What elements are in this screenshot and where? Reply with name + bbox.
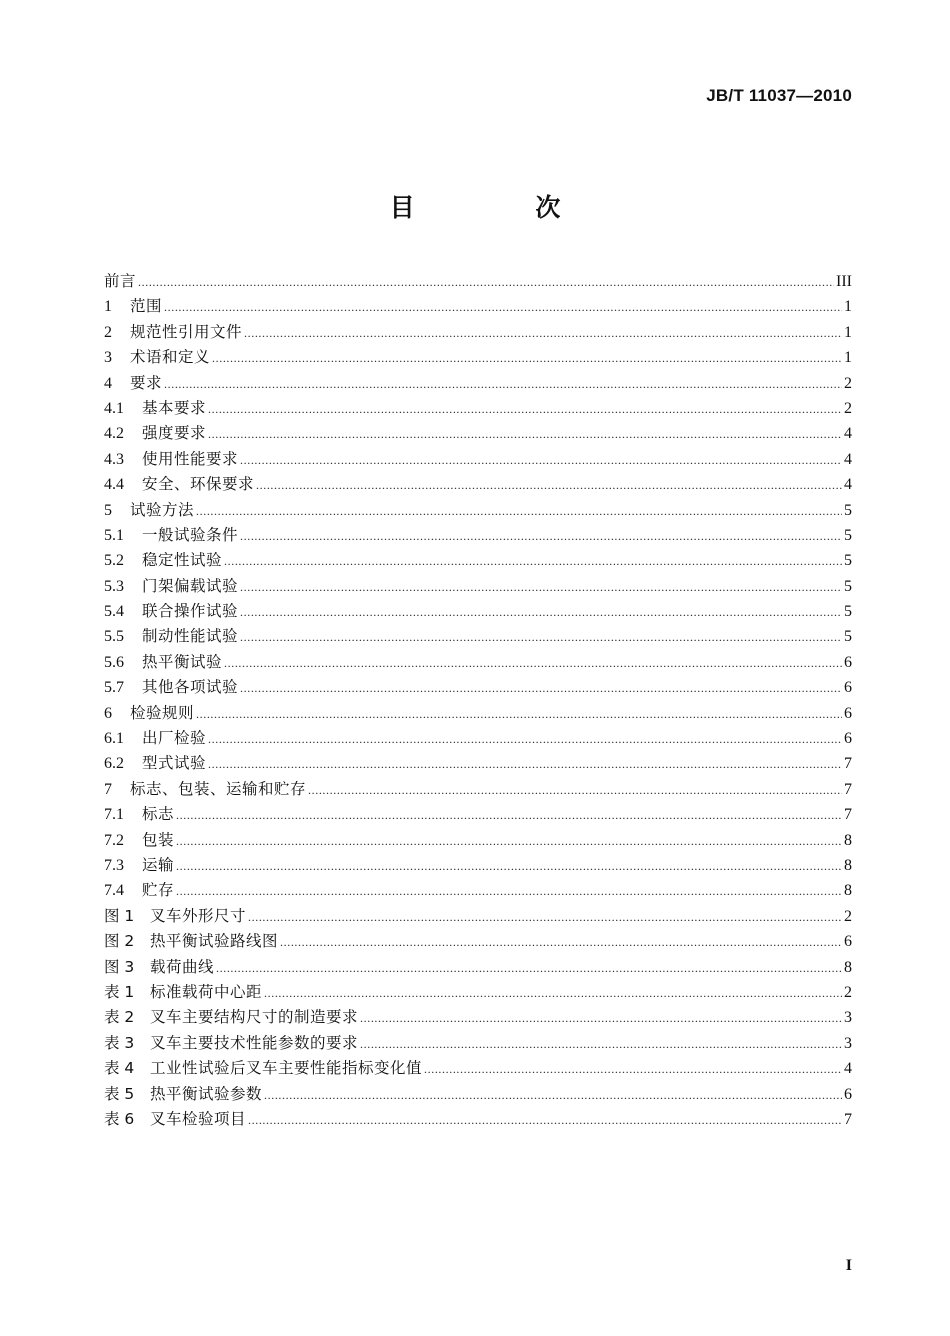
toc-entry[interactable]	[104, 269, 852, 294]
toc-entry-page: 4	[844, 450, 852, 468]
toc-entry-page: 8	[844, 882, 852, 900]
toc-entry[interactable]	[104, 421, 852, 446]
toc-dot-leader	[176, 829, 842, 854]
toc-entry-label: 型式试验	[142, 754, 207, 773]
toc-dot-leader	[208, 752, 842, 777]
toc-dot-leader	[240, 676, 842, 701]
toc-entry[interactable]	[104, 751, 852, 776]
toc-dot-leader	[216, 956, 842, 981]
toc-entry-label: 标准载荷中心距	[150, 982, 263, 1001]
toc-dot-leader	[164, 295, 842, 320]
toc-entry[interactable]	[104, 447, 852, 472]
toc-entry-label: 标志	[142, 805, 175, 824]
toc-dot-leader	[264, 981, 842, 1006]
toc-entry-label: 出厂检验	[142, 729, 207, 748]
toc-entry-page: 6	[844, 679, 852, 697]
toc-entry[interactable]	[104, 1107, 852, 1132]
toc-entry-label: 一般试验条件	[142, 525, 239, 544]
toc-entry-label: 叉车检验项目	[150, 1109, 247, 1128]
table-of-contents	[104, 269, 852, 1132]
toc-entry-page: 4	[844, 476, 852, 494]
toc-entry-number: 4.2	[104, 425, 124, 443]
toc-dot-leader	[176, 854, 842, 879]
toc-entry-page: 4	[844, 425, 852, 443]
toc-entry-number: 3	[104, 349, 112, 367]
toc-entry-label: 叉车主要技术性能参数的要求	[150, 1033, 359, 1052]
toc-entry-page: 6	[844, 704, 852, 722]
toc-entry-number: 表 2	[104, 1008, 135, 1027]
toc-entry[interactable]	[104, 294, 852, 319]
toc-entry-page: 5	[844, 552, 852, 570]
toc-dot-leader	[208, 397, 842, 422]
toc-entry[interactable]	[104, 371, 852, 396]
toc-entry-number: 6	[104, 704, 112, 722]
toc-entry-number: 图 3	[104, 957, 135, 976]
toc-entry-page: 1	[844, 349, 852, 367]
toc-dot-leader	[196, 499, 842, 524]
toc-dot-leader	[138, 270, 834, 295]
toc-entry[interactable]	[104, 650, 852, 675]
toc-entry-label: 叉车外形尺寸	[150, 906, 247, 925]
toc-entry-label: 热平衡试验路线图	[150, 932, 279, 951]
toc-entry[interactable]	[104, 802, 852, 827]
toc-dot-leader	[248, 1108, 842, 1133]
toc-entry-page: 8	[844, 958, 852, 976]
toc-entry-number: 5.5	[104, 628, 124, 646]
toc-entry-number: 4.1	[104, 399, 124, 417]
toc-entry-label: 强度要求	[142, 424, 207, 443]
toc-entry[interactable]	[104, 396, 852, 421]
toc-entry[interactable]	[104, 777, 852, 802]
toc-entry-label: 制动性能试验	[142, 627, 239, 646]
toc-entry-label: 门架偏载试验	[142, 576, 239, 595]
toc-entry[interactable]	[104, 904, 852, 929]
standard-code: JB/T 11037—2010	[706, 86, 852, 105]
toc-entry-number: 6.2	[104, 755, 124, 773]
toc-entry-page: 1	[844, 323, 852, 341]
toc-entry-label: 要求	[130, 373, 163, 392]
toc-entry-page: 5	[844, 577, 852, 595]
toc-entry-label: 运输	[142, 855, 175, 874]
toc-entry[interactable]	[104, 523, 852, 548]
toc-dot-leader	[164, 372, 842, 397]
toc-entry[interactable]	[104, 675, 852, 700]
toc-dot-leader	[224, 549, 842, 574]
toc-entry-label: 包装	[142, 830, 175, 849]
toc-dot-leader	[248, 905, 842, 930]
toc-entry-number: 图 2	[104, 932, 135, 951]
toc-entry-number: 5.7	[104, 679, 124, 697]
toc-dot-leader	[176, 803, 842, 828]
toc-dot-leader	[240, 600, 842, 625]
toc-entry-label: 使用性能要求	[142, 449, 239, 468]
toc-entry-label: 其他各项试验	[142, 678, 239, 697]
toc-entry-label: 热平衡试验参数	[150, 1084, 263, 1103]
toc-entry[interactable]	[104, 1082, 852, 1107]
toc-entry-label: 前言	[104, 272, 137, 290]
toc-entry[interactable]	[104, 1005, 852, 1030]
toc-entry-label: 基本要求	[142, 398, 207, 417]
toc-dot-leader	[208, 727, 842, 752]
toc-entry-page: 5	[844, 628, 852, 646]
toc-entry[interactable]	[104, 955, 852, 980]
toc-entry-label: 术语和定义	[130, 348, 211, 367]
toc-entry-number: 1	[104, 298, 112, 316]
toc-entry-label: 规范性引用文件	[130, 322, 243, 341]
toc-entry-number: 5	[104, 501, 112, 519]
toc-entry-number: 表 1	[104, 982, 135, 1001]
toc-entry-label: 安全、环保要求	[142, 475, 255, 494]
toc-dot-leader	[176, 879, 842, 904]
toc-entry-number: 4	[104, 374, 112, 392]
toc-entry-page: 2	[844, 374, 852, 392]
toc-entry-page: 7	[844, 806, 852, 824]
toc-entry[interactable]	[104, 853, 852, 878]
toc-dot-leader	[308, 778, 842, 803]
toc-entry[interactable]	[104, 828, 852, 853]
toc-entry-number: 5.2	[104, 552, 124, 570]
toc-entry[interactable]	[104, 878, 852, 903]
toc-dot-leader	[240, 524, 842, 549]
toc-entry[interactable]	[104, 726, 852, 751]
toc-dot-leader	[360, 1032, 842, 1057]
toc-entry[interactable]	[104, 599, 852, 624]
toc-entry-page: 5	[844, 603, 852, 621]
toc-entry-page: 6	[844, 653, 852, 671]
toc-entry-number: 表 3	[104, 1033, 135, 1052]
toc-entry-label: 叉车主要结构尺寸的制造要求	[150, 1008, 359, 1027]
toc-dot-leader	[240, 625, 842, 650]
toc-entry-number: 5.4	[104, 603, 124, 621]
toc-dot-leader	[256, 473, 842, 498]
toc-entry[interactable]	[104, 980, 852, 1005]
toc-entry-label: 标志、包装、运输和贮存	[130, 779, 307, 798]
toc-dot-leader	[208, 422, 842, 447]
toc-entry-page: 6	[844, 730, 852, 748]
toc-entry-page: 8	[844, 856, 852, 874]
toc-entry[interactable]	[104, 1056, 852, 1081]
toc-entry-label: 工业性试验后叉车主要性能指标变化值	[150, 1059, 423, 1078]
toc-entry[interactable]	[104, 498, 852, 523]
toc-dot-leader	[224, 651, 842, 676]
toc-dot-leader	[196, 702, 842, 727]
toc-dot-leader	[360, 1006, 842, 1031]
toc-entry-page: 7	[844, 780, 852, 798]
toc-entry-label: 检验规则	[130, 703, 195, 722]
toc-entry-number: 表 4	[104, 1059, 135, 1078]
toc-entry-page: 7	[844, 755, 852, 773]
toc-entry[interactable]	[104, 345, 852, 370]
toc-dot-leader	[240, 575, 842, 600]
toc-entry-number: 5.1	[104, 526, 124, 544]
toc-entry-page: 4	[844, 1060, 852, 1078]
toc-entry-label: 热平衡试验	[142, 652, 223, 671]
toc-entry-page: 1	[844, 298, 852, 316]
toc-entry[interactable]	[104, 472, 852, 497]
toc-entry-label: 稳定性试验	[142, 551, 223, 570]
toc-entry-label: 联合操作试验	[142, 602, 239, 621]
toc-entry-number: 5.3	[104, 577, 124, 595]
toc-entry-label: 范围	[130, 297, 163, 316]
toc-entry[interactable]	[104, 548, 852, 573]
toc-entry[interactable]	[104, 624, 852, 649]
toc-entry-page: III	[836, 273, 852, 290]
toc-entry-number: 4.3	[104, 450, 124, 468]
toc-entry-page: 6	[844, 1085, 852, 1103]
toc-entry-number: 2	[104, 323, 112, 341]
page-folio: I	[845, 1257, 852, 1274]
toc-entry-label: 贮存	[142, 881, 175, 900]
toc-entry-page: 3	[844, 1034, 852, 1052]
toc-dot-leader	[240, 448, 842, 473]
toc-entry-number: 4.4	[104, 476, 124, 494]
toc-entry-page: 2	[844, 399, 852, 417]
toc-entry[interactable]	[104, 320, 852, 345]
toc-entry[interactable]	[104, 929, 852, 954]
toc-entry-number: 图 1	[104, 906, 135, 925]
toc-entry-page: 2	[844, 983, 852, 1001]
toc-entry-number: 表 5	[104, 1084, 135, 1103]
toc-entry-number: 表 6	[104, 1109, 135, 1128]
toc-entry-number: 5.6	[104, 653, 124, 671]
toc-entry-page: 5	[844, 526, 852, 544]
toc-dot-leader	[264, 1083, 842, 1108]
toc-entry[interactable]	[104, 701, 852, 726]
toc-entry-number: 7	[104, 780, 112, 798]
toc-entry-number: 7.4	[104, 882, 124, 900]
toc-entry[interactable]	[104, 1031, 852, 1056]
toc-entry-number: 7.1	[104, 806, 124, 824]
toc-entry-number: 7.3	[104, 856, 124, 874]
toc-title: 目 次	[389, 193, 617, 222]
toc-entry-page: 8	[844, 831, 852, 849]
toc-dot-leader	[280, 930, 842, 955]
toc-entry-page: 7	[844, 1110, 852, 1128]
toc-dot-leader	[424, 1057, 842, 1082]
toc-entry-number: 7.2	[104, 831, 124, 849]
toc-entry-page: 3	[844, 1009, 852, 1027]
toc-entry-page: 2	[844, 907, 852, 925]
toc-dot-leader	[212, 346, 842, 371]
toc-entry[interactable]	[104, 574, 852, 599]
toc-entry-label: 载荷曲线	[150, 957, 215, 976]
toc-entry-page: 6	[844, 933, 852, 951]
toc-entry-label: 试验方法	[130, 500, 195, 519]
toc-dot-leader	[244, 321, 842, 346]
toc-entry-page: 5	[844, 501, 852, 519]
toc-entry-number: 6.1	[104, 730, 124, 748]
